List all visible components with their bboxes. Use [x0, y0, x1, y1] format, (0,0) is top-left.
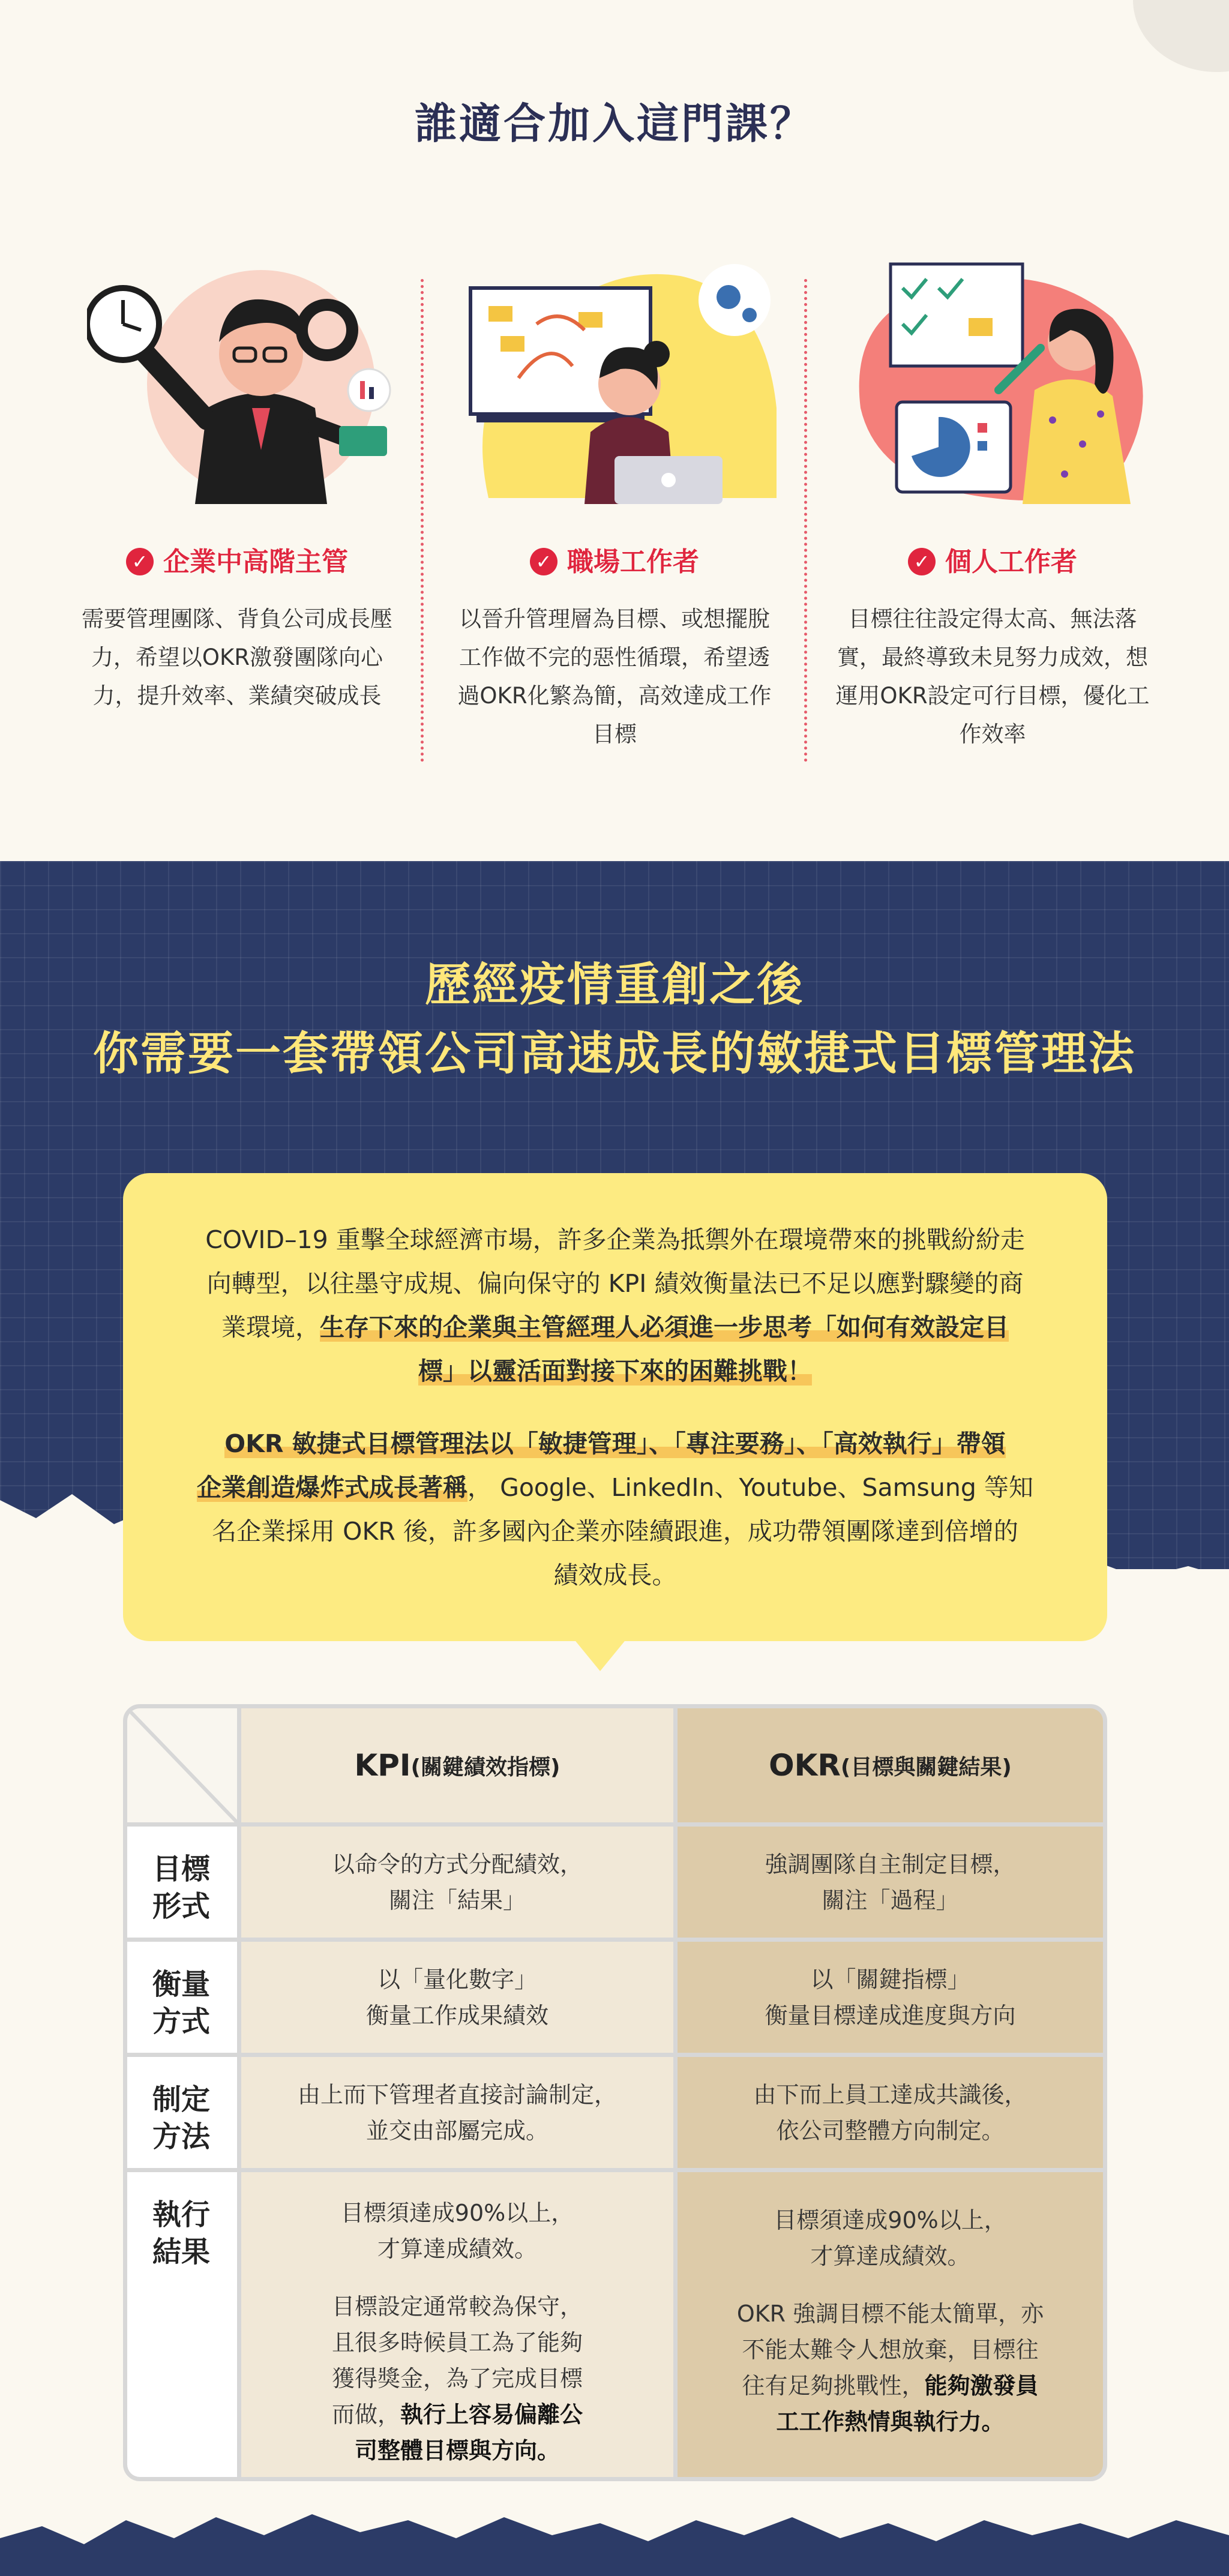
okr-cell-goal-format: 強調團隊自主制定目標， 關注「過程」 — [678, 1827, 1103, 1938]
check-circle-icon: ✓ — [908, 548, 936, 575]
check-circle-icon: ✓ — [530, 548, 557, 575]
row-label-method: 制定 方法 — [127, 2057, 237, 2168]
kpi-okr-comparison-table — [123, 1704, 1107, 2481]
okr-intro-title-line2: 你需要一套帶領公司高速成長的敏捷式目標管理法 — [93, 1027, 1136, 1080]
row-label-measurement: 衡量 方式 — [127, 1942, 237, 2053]
audience-column-freelancer — [813, 240, 1173, 768]
kpi-column-header: KPI (關鍵績效指標) — [241, 1708, 673, 1822]
freelancer-illustration — [843, 252, 1155, 504]
manager-illustration — [87, 252, 399, 504]
audience-title-freelancer: ✓ 個人工作者 — [813, 540, 1173, 578]
diagonal-line-icon — [127, 1708, 237, 1822]
speech-bubble-tail — [573, 1638, 627, 1671]
bottom-torn-edge — [0, 2502, 1229, 2576]
kpi-cell-measurement: 以「量化數字」 衡量工作成果績效 — [241, 1942, 673, 2053]
audience-desc-freelancer: 目標往往設定得太高、無法落 實，最終導致未見努力成效，想 運用OKR設定可行目標，優化工 作效率 — [835, 606, 1150, 747]
intro-paragraph-1: COVID–19 重擊全球經濟市場，許多企業為抵禦外在環境帶來的挑戰紛紛走 向轉型，以往墨守成規、偏向保守的 KPI 績效衡量法已不足以應對驟變的商 業環境，生存下來的企業與主管經理人必須進一步思考「如何有效設定目 標」以靈活面對接下來的困難挑戰！ — [205, 1225, 1025, 1386]
column-divider — [804, 279, 807, 762]
audience-column-manager — [57, 240, 417, 768]
audience-desc-worker: 以晉升管理層為目標、或想擺脫 工作做不完的惡性循環，希望透 過OKR化繁為簡，高效達成工作 目標 — [457, 606, 772, 747]
kpi-cell-goal-format: 以命令的方式分配績效， 關注「結果」 — [241, 1827, 673, 1938]
okr-cell-method: 由下而上員工達成共識後， 依公司整體方向制定。 — [678, 2057, 1103, 2168]
row-label-result: 執行 結果 — [127, 2172, 237, 2481]
column-divider — [421, 279, 424, 762]
check-circle-icon: ✓ — [126, 548, 154, 575]
row-label-goal-format: 目標 形式 — [127, 1827, 237, 1938]
okr-column-header: OKR (目標與關鍵結果) — [678, 1708, 1103, 1822]
okr-cell-result: 目標須達成90%以上， 才算達成績效。 OKR 強調目標不能太簡單，亦 不能太難令人想放棄，目標往 往有足夠挑戰性，能夠激發員 工工作熱情與執行力。 — [678, 2172, 1103, 2481]
kpi-cell-method: 由上而下管理者直接討論制定， 並交由部屬完成。 — [241, 2057, 673, 2168]
corner-decoration — [1133, 0, 1229, 72]
okr-intro-title-line1: 歷經疫情重創之後 — [425, 958, 804, 1011]
audience-title-worker: ✓ 職場工作者 — [434, 540, 795, 578]
okr-cell-measurement: 以「關鍵指標」 衡量目標達成進度與方向 — [678, 1942, 1103, 2053]
office-worker-illustration — [464, 252, 777, 504]
audience-column-worker — [434, 240, 795, 768]
audience-section — [0, 0, 1229, 861]
kpi-cell-result: 目標須達成90%以上， 才算達成績效。 目標設定通常較為保守， 且很多時候員工為了能夠 獲得獎金，為了完成目標 而做，執行上容易偏離公 司整體目標與方向。 — [241, 2172, 673, 2481]
table-corner-cell — [127, 1708, 237, 1822]
audience-title: 誰適合加入這門課？ — [415, 99, 814, 148]
intro-paragraph-2: OKR 敏捷式目標管理法以「敏捷管理」、「專注要務」、「高效執行」帶領 企業創造爆炸式成長著稱， Google、LinkedIn、Youtube、Samsung 等知 名企業採用 OKR 後，許多國內企業亦陸續跟進，成功帶領團隊達到倍增的 績效成長。 — [197, 1429, 1033, 1590]
audience-title-manager: ✓ 企業中高階主管 — [57, 540, 417, 578]
audience-desc-manager: 需要管理團隊、背負公司成長壓 力，希望以OKR激發團隊向心 力，提升效率、業績突破成長 — [82, 606, 392, 709]
